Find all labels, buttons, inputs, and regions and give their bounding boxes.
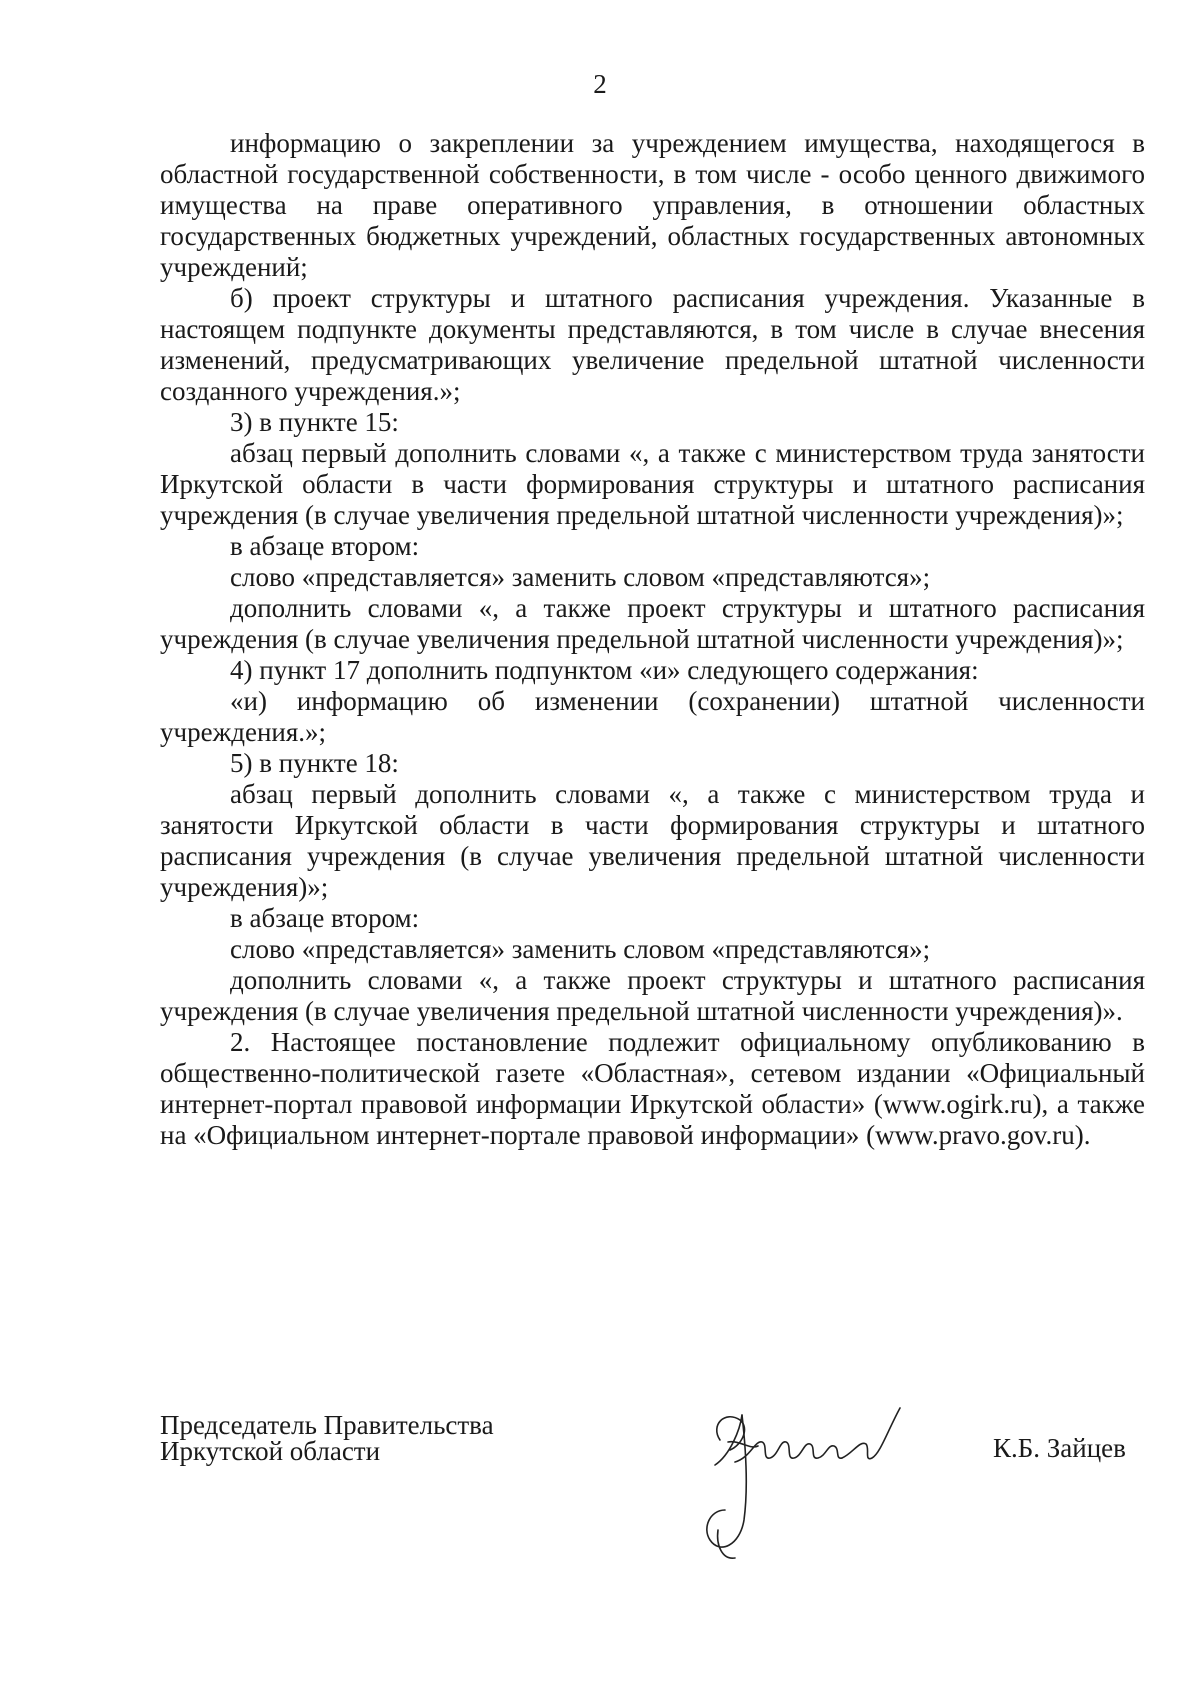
paragraph: дополнить словами «, а также проект структуры и штатного расписания учреждения (в случае увеличения предельной штатной численности учреждения)». xyxy=(160,965,1145,1026)
page-number: 2 xyxy=(593,69,607,99)
handwritten-signature xyxy=(680,1370,930,1570)
paragraph: «и) информацию об изменении (сохранении) штатной численности учреждения.»; xyxy=(160,686,1145,747)
paragraph: слово «представляется» заменить словом «представляются»; xyxy=(230,562,931,592)
paragraph: 3) в пункте 15: xyxy=(230,407,399,437)
signatory-name: К.Б. Зайцев xyxy=(993,1433,1126,1463)
paragraph: абзац первый дополнить словами «, а также с министерством труда занятости Иркутской области в части формирования структуры и штатного расписания учреждения (в случае увеличения предельной штатной численности учреждения)»; xyxy=(160,438,1145,530)
paragraph: 2. Настоящее постановление подлежит официальному опубликованию в общественно-политической газете «Областная», сетевом издании «Официальный интернет-портал правовой информации Иркутской области» (www.ogirk.ru), а также на «Официальном интернет-портале правовой информации» (www.pravo.gov.ru). xyxy=(160,1027,1145,1150)
paragraph: слово «представляется» заменить словом «представляются»; xyxy=(230,934,931,964)
document-body xyxy=(160,128,1145,1151)
paragraph: абзац первый дополнить словами «, а также с министерством труда и занятости Иркутской области в части формирования структуры и штатного расписания учреждения (в случае увеличения предельной штатной численности учреждения)»; xyxy=(160,779,1145,902)
paragraph: в абзаце втором: xyxy=(230,531,420,561)
paragraph: 5) в пункте 18: xyxy=(230,748,399,778)
signatory-title xyxy=(160,1412,494,1464)
paragraph: дополнить словами «, а также проект структуры и штатного расписания учреждения (в случае увеличения предельной штатной численности учреждения)»; xyxy=(160,593,1145,654)
signature-block xyxy=(160,1412,1145,1612)
paragraph: 4) пункт 17 дополнить подпунктом «и» следующего содержания: xyxy=(230,655,979,685)
paragraph: в абзаце втором: xyxy=(230,903,420,933)
signatory-title-line2: Иркутской области xyxy=(160,1436,381,1466)
paragraph: информацию о закреплении за учреждением имущества, находящегося в областной государственной собственности, в том числе - особо ценного движимого имущества на праве оперативного управления, в отношении областных государственных бюджетных учреждений, областных государственных автономных учреждений; xyxy=(160,128,1145,282)
signatory-title-line1: Председатель Правительства xyxy=(160,1410,494,1440)
paragraph: б) проект структуры и штатного расписания учреждения. Указанные в настоящем подпункте документы представляются, в том числе в случае внесения изменений, предусматривающих увеличение предельной штатной численности созданного учреждения.»; xyxy=(160,283,1145,406)
